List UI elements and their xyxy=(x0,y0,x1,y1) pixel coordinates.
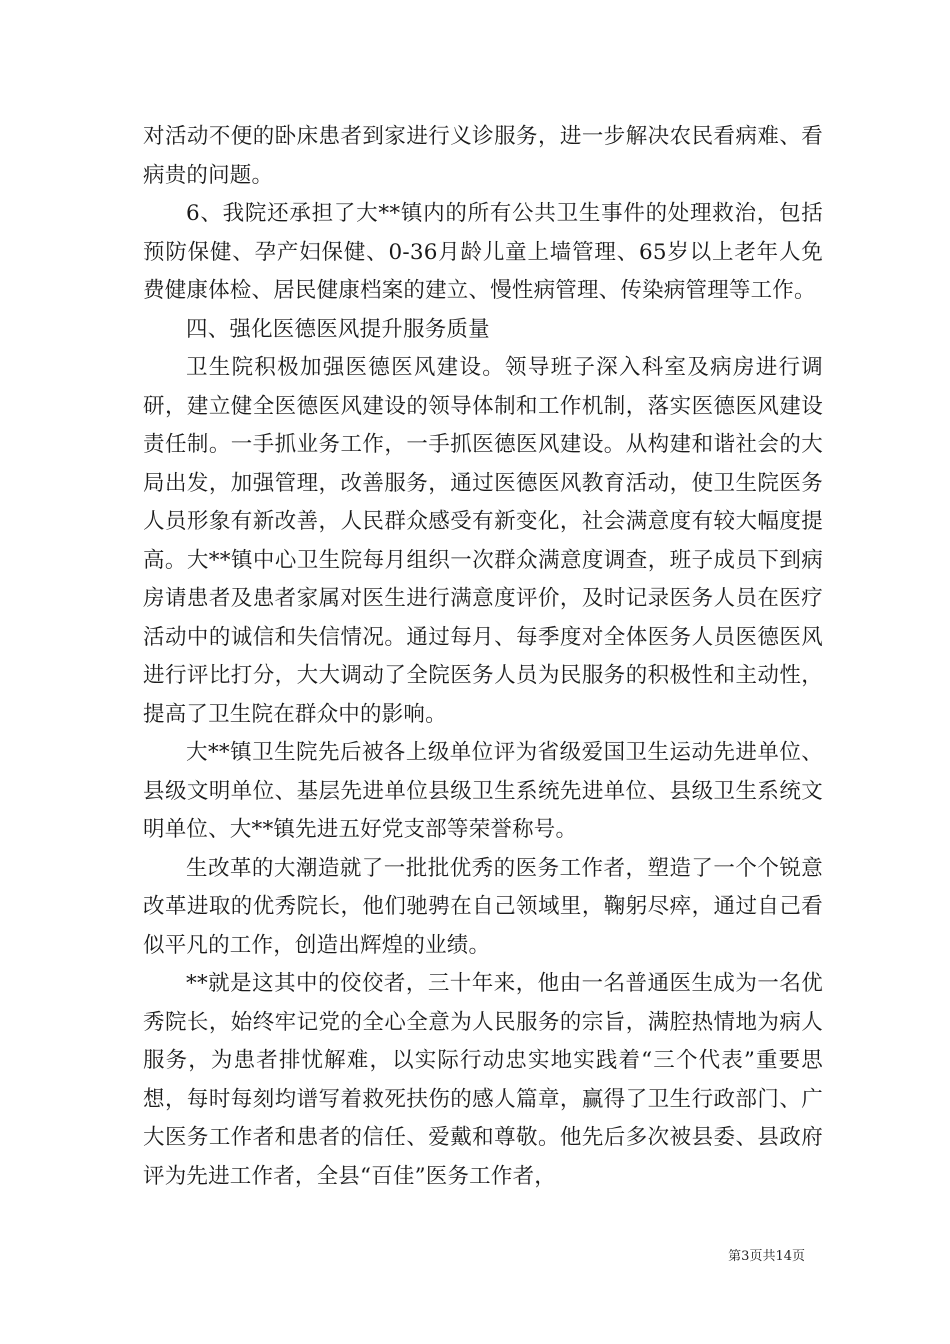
document-body xyxy=(143,118,823,1196)
paragraph-ethics-construction: 卫生院积极加强医德医风建设。领导班子深入科室及病房进行调研，建立健全医德医风建设的领导体制和工作机制，落实医德医风建设责任制。一手抓业务工作，一手抓医德医风建设。从构建和谐社会的大局出发，加强管理，改善服务，通过医德医风教育活动，使卫生院医务人员形象有新改善，人民群众感受有新变化，社会满意度有较大幅度提高。大**镇中心卫生院每月组织一次群众满意度调查，班子成员下到病房请患者及患者家属对医生进行满意度评价，及时记录医务人员在医疗活动中的诚信和失信情况。通过每月、每季度对全体医务人员医德医风进行评比打分，大大调动了全院医务人员为民服务的积极性和主动性，提高了卫生院在群众中的影响。 xyxy=(143,355,823,727)
page-number: 第3页共14页 xyxy=(728,1249,805,1264)
paragraph-public-health: 6、我院还承担了大**镇内的所有公共卫生事件的处理救治，包括预防保健、孕产妇保健、0-36月龄儿童上墙管理、65岁以上老年人免费健康体检、居民健康档案的建立、慢性病管理、传染病管理等工作。 xyxy=(143,201,823,303)
section-heading-medical-ethics: 四、强化医德医风提升服务质量 xyxy=(186,316,490,342)
paragraph-honors: 大**镇卫生院先后被各上级单位评为省级爱国卫生运动先进单位、县级文明单位、基层先进单位县级卫生系统先进单位、县级卫生系统文明单位、大**镇先进五好党支部等荣誉称号。 xyxy=(143,740,823,842)
paragraph-continuation: 对活动不便的卧床患者到家进行义诊服务，进一步解决农民看病难、看病贵的问题。 xyxy=(143,124,823,188)
paragraph-director-profile: **就是这其中的佼佼者，三十年来，他由一名普通医生成为一名优秀院长，始终牢记党的全心全意为人民服务的宗旨，满腔热情地为病人服务，为患者排忧解难，以实际行动忠实地实践着“三个代表”重要思想，每时每刻均谱写着救死扶伤的感人篇章，赢得了卫生行政部门、广大医务工作者和患者的信任、爱戴和尊敬。他先后多次被县委、县政府评为先进工作者，全县“百佳”医务工作者， xyxy=(143,971,823,1189)
paragraph-reform: 生改革的大潮造就了一批批优秀的医务工作者，塑造了一个个锐意改革进取的优秀院长，他们驰骋在自己领域里，鞠躬尽瘁，通过自己看似平凡的工作，创造出辉煌的业绩。 xyxy=(143,855,823,958)
